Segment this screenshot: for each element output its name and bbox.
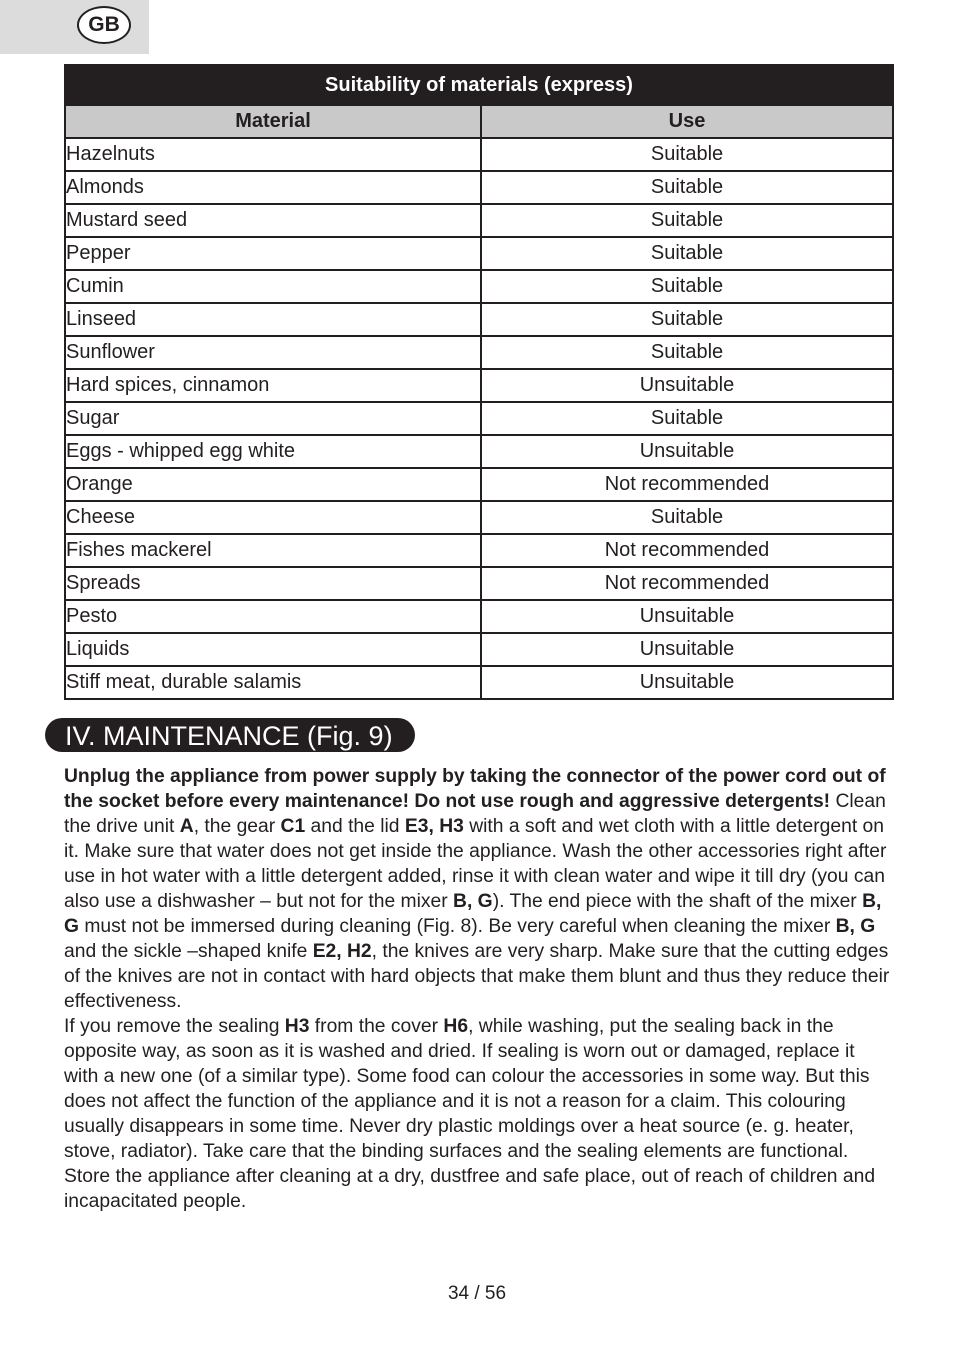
use-cell: Unsuitable [481,435,893,468]
bold-text: H6 [443,1016,469,1037]
column-header-use: Use [481,105,893,138]
text-run: with a soft and wet cloth with a little detergent on it. Make sure that water does not get inside the appliance. Wash the other accessories right after use in hot water with a little detergent added, rinse it with clean water and wipe it till dry (you can also use a dishwasher – but not for the mixer [64,816,887,912]
table-row [65,270,893,303]
bold-text: Unplug the appliance from power supply by taking the connector of the power cord out of the socket before every maintenance! Do not use rough and aggressive detergents! [64,766,886,812]
table-row [65,171,893,204]
text-run: Clean the drive unit [64,791,886,837]
material-cell: Pepper [65,237,481,270]
text-run: ). The end piece with the shaft of the mixer [492,891,863,912]
use-cell: Not recommended [481,567,893,600]
paragraph-2 [64,1014,892,1214]
use-cell: Unsuitable [481,600,893,633]
material-cell: Liquids [65,633,481,666]
text-run: If you remove the sealing [64,1016,285,1037]
material-cell: Hard spices, cinnamon [65,369,481,402]
table-row [65,336,893,369]
material-cell: Cheese [65,501,481,534]
use-cell: Not recommended [481,534,893,567]
text-run: , while washing, put the sealing back in the opposite way, as soon as it is washed and dried. If sealing is worn out or damaged, replace it with a new one (of a similar type). Some food can colour the accessories in some way. But this does not affect the function of the appliance and it is not a reason for a claim. This colouring usually disappears in some time. Never dry plastic moldings over a heat source (e. g. heater, stove, radiator). Take care that the binding surfaces and the sealing elements are functional. Store the appliance after cleaning at a dry, dustfree and safe place, out of reach of children and incapacitated people. [64,1016,876,1212]
table-row [65,567,893,600]
bold-text: B, G [453,891,493,912]
column-header-material: Material [65,105,481,138]
material-cell: Linseed [65,303,481,336]
table-row [65,204,893,237]
paragraph-1 [64,764,892,1014]
language-badge: GB [77,6,131,44]
use-cell: Suitable [481,402,893,435]
material-cell: Pesto [65,600,481,633]
material-cell: Stiff meat, durable salamis [65,666,481,699]
bold-text: E3, H3 [404,816,464,837]
table-row [65,666,893,699]
material-cell: Cumin [65,270,481,303]
text-run: must not be immersed during cleaning (Fig. 8). Be very careful when cleaning the mixer [79,916,836,937]
material-cell: Fishes mackerel [65,534,481,567]
materials-table [64,64,894,700]
table-row [65,435,893,468]
material-cell: Sugar [65,402,481,435]
table-body [65,138,893,699]
text-run: and the sickle –shaped knife [64,941,313,962]
bold-text: C1 [280,816,306,837]
use-cell: Suitable [481,336,893,369]
use-cell: Suitable [481,303,893,336]
material-cell: Hazelnuts [65,138,481,171]
use-cell: Unsuitable [481,666,893,699]
use-cell: Suitable [481,237,893,270]
table-row [65,534,893,567]
page-number: 34 / 56 [447,1283,507,1304]
table-row [65,303,893,336]
material-cell: Eggs - whipped egg white [65,435,481,468]
material-cell: Sunflower [65,336,481,369]
bold-text: B, G [64,891,882,937]
table-row [65,369,893,402]
use-cell: Unsuitable [481,633,893,666]
section-title: IV. MAINTENANCE (Fig. 9) [45,718,415,752]
language-tab [0,0,149,54]
material-cell: Spreads [65,567,481,600]
use-cell: Unsuitable [481,369,893,402]
table-row [65,600,893,633]
bold-text: E2, H2 [312,941,372,962]
bold-text: A [179,816,194,837]
table-row [65,237,893,270]
use-cell: Suitable [481,270,893,303]
use-cell: Suitable [481,138,893,171]
table-row [65,633,893,666]
maintenance-text [64,764,892,1214]
use-cell: Suitable [481,171,893,204]
bold-text: B, G [835,916,876,937]
text-run: from the cover [309,1016,444,1037]
text-run: and the lid [305,816,405,837]
table-row [65,468,893,501]
material-cell: Almonds [65,171,481,204]
text-run: , the gear [193,816,281,837]
bold-text: H3 [284,1016,310,1037]
table-row [65,402,893,435]
use-cell: Suitable [481,204,893,237]
table-title: Suitability of materials (express) [65,65,893,105]
use-cell: Not recommended [481,468,893,501]
table-row [65,501,893,534]
material-cell: Mustard seed [65,204,481,237]
use-cell: Suitable [481,501,893,534]
table-row [65,138,893,171]
material-cell: Orange [65,468,481,501]
text-run: , the knives are very sharp. Make sure that the cutting edges of the knives are not in contact with hard objects that make them blunt and thus they reduce their effectiveness. [64,941,890,1012]
